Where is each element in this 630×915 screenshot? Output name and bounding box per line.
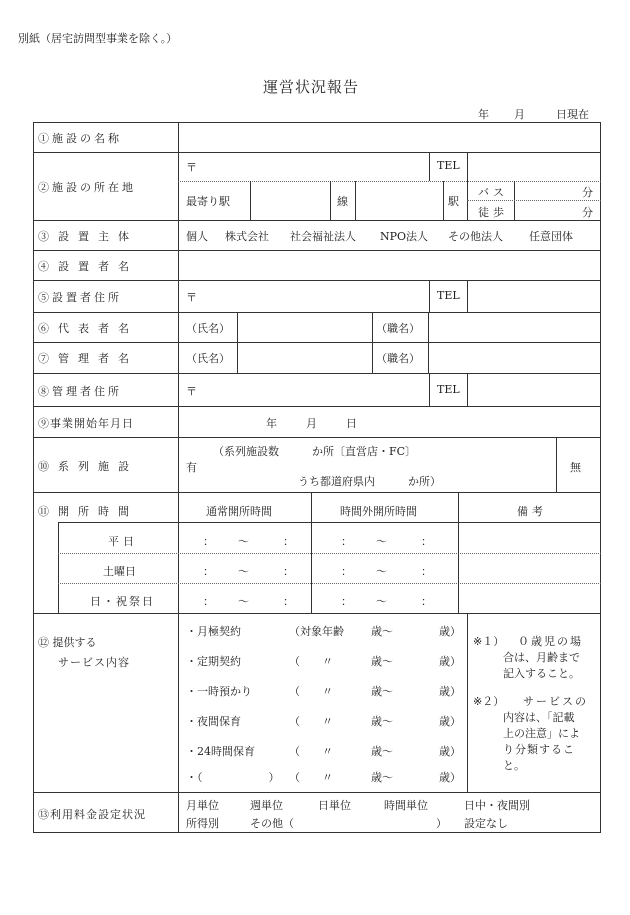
affiliated-in-pref-line: うち都道府県内 か所）: [298, 475, 441, 488]
note2-line3: 上の注意」によ: [503, 727, 580, 740]
nearest-station-label: 最寄り駅: [186, 195, 230, 208]
service-24h-from: 歳〜: [371, 745, 393, 758]
facility-tel-field[interactable]: [469, 154, 599, 179]
time-tilde: 〜: [376, 565, 387, 578]
start-day-label: 日: [346, 417, 357, 430]
note2-line5: と。: [503, 759, 525, 772]
bus-minutes-unit: 分: [582, 186, 593, 199]
time-sep: ：: [203, 535, 214, 548]
tel-label: TEL: [437, 159, 460, 172]
affiliated-count-line: （系列施設数 か所〔直営店・FC〕: [213, 445, 417, 458]
service-regular: ・定期契約: [186, 655, 241, 668]
service-monthly-from: 歳〜: [371, 625, 393, 638]
walk-minutes-unit: 分: [582, 206, 593, 219]
service-monthly: ・月極契約: [186, 625, 241, 638]
founder-name-field[interactable]: [180, 252, 599, 278]
time-sep: ：: [283, 535, 294, 548]
mgr-tel-field[interactable]: [469, 375, 599, 404]
fee-income[interactable]: 所得別: [186, 817, 219, 830]
service-other: ・（ ）: [186, 771, 280, 784]
time-tilde: 〜: [376, 595, 387, 608]
service-temporary-to: 歳）: [439, 685, 461, 698]
time-tilde: 〜: [238, 595, 249, 608]
affiliated-yes[interactable]: 有: [186, 461, 197, 474]
time-sep: ：: [421, 535, 432, 548]
time-sep: ：: [283, 595, 294, 608]
note1-line2: 合は、月齢まで: [503, 651, 580, 664]
body-option-corporation[interactable]: 株式会社: [225, 230, 269, 243]
time-tilde: 〜: [238, 565, 249, 578]
mgr-name-field[interactable]: [239, 344, 370, 371]
time-tilde: 〜: [238, 535, 249, 548]
founder-postal-mark: 〒: [186, 291, 197, 304]
service-monthly-target: （対象年齢: [289, 625, 344, 638]
note2-line1: サービスの: [523, 695, 588, 708]
service-24h: ・24時間保育: [186, 745, 255, 758]
fee-daily[interactable]: 日単位: [318, 799, 351, 812]
fee-monthly[interactable]: 月単位: [186, 799, 219, 812]
label-representative: ⑥代表者名: [38, 322, 138, 335]
service-24h-to: 歳）: [439, 745, 461, 758]
note2-mark: ※２）: [473, 695, 505, 708]
mgr-tel-label: TEL: [437, 383, 460, 396]
label-affiliated: ⑩系列施設: [38, 460, 138, 473]
col-regular-hours: 通常開所時間: [206, 505, 272, 518]
postal-mark: 〒: [186, 161, 197, 174]
fee-hourly[interactable]: 時間単位: [384, 799, 428, 812]
mgr-title-field[interactable]: [430, 344, 599, 371]
service-night-target: （ 〃: [289, 715, 333, 728]
start-year-label: 年: [266, 417, 277, 430]
note1-line3: 記入すること。: [503, 667, 580, 680]
rep-title-label: （職名）: [376, 322, 420, 335]
body-option-npo[interactable]: NPO法人: [380, 230, 429, 243]
mgr-address-field[interactable]: [200, 375, 426, 404]
time-tilde: 〜: [376, 535, 387, 548]
service-other-target: （ 〃: [289, 771, 333, 784]
walk-label: 徒歩: [478, 206, 508, 219]
attachment-note: 別紙（居宅訪問型事業を除く。）: [18, 32, 178, 45]
date-day: 日現在: [556, 108, 589, 121]
label-establishing-body: ③設置主体: [38, 230, 138, 243]
station-label: 駅: [448, 195, 459, 208]
bus-label: バス: [478, 186, 508, 199]
service-monthly-to: 歳）: [439, 625, 461, 638]
service-24h-target: （ 〃: [289, 745, 333, 758]
fee-day-night[interactable]: 日中・夜間別: [464, 799, 530, 812]
note1-mark: ※１）: [473, 635, 505, 648]
label-founder-name: ④設置者名: [38, 260, 138, 273]
page-title: 運営状況報告: [263, 78, 360, 96]
service-regular-from: 歳〜: [371, 655, 393, 668]
service-temporary-from: 歳〜: [371, 685, 393, 698]
fee-other-close: ）: [436, 817, 447, 830]
body-option-other-corp[interactable]: その他法人: [448, 230, 503, 243]
fee-none[interactable]: 設定なし: [464, 817, 508, 830]
time-sep: ：: [203, 595, 214, 608]
service-night: ・夜間保育: [186, 715, 241, 728]
rep-name-field[interactable]: [239, 314, 370, 340]
start-month-label: 月: [306, 417, 317, 430]
date-year: 年: [478, 108, 489, 121]
time-sep: ：: [283, 565, 294, 578]
fee-other-open[interactable]: その他（: [250, 817, 294, 830]
rep-name-label: （氏名）: [186, 322, 230, 335]
service-night-from: 歳〜: [371, 715, 393, 728]
rep-title-field[interactable]: [430, 314, 599, 340]
service-regular-to: 歳）: [439, 655, 461, 668]
service-other-to: 歳）: [439, 771, 461, 784]
body-option-social-welfare[interactable]: 社会福祉法人: [290, 230, 356, 243]
col-remarks: 備考: [517, 505, 547, 518]
label-services-2: サービス内容: [58, 656, 130, 669]
time-sep: ：: [421, 595, 432, 608]
label-start-date: ⑨事業開始年月日: [38, 417, 134, 430]
founder-tel-field[interactable]: [469, 282, 599, 310]
service-night-to: 歳）: [439, 715, 461, 728]
facility-address-field[interactable]: [200, 154, 426, 179]
time-sep: ：: [203, 565, 214, 578]
label-founder-address: ⑤設置者住所: [38, 291, 122, 304]
day-saturday: 土曜日: [103, 565, 136, 578]
service-temporary-target: （ 〃: [289, 685, 333, 698]
time-sep: ：: [341, 565, 352, 578]
label-fee-setting: ⑬利用料金設定状況: [38, 808, 146, 821]
mgr-title-label: （職名）: [376, 352, 420, 365]
time-sep: ：: [341, 595, 352, 608]
label-facility-address: ②施設の所在地: [38, 181, 136, 194]
service-other-from: 歳〜: [371, 771, 393, 784]
service-temporary: ・一時預かり: [186, 685, 252, 698]
note1-line1: ０歳児の場: [518, 635, 583, 648]
founder-tel-label: TEL: [437, 289, 460, 302]
service-regular-target: （ 〃: [289, 655, 333, 668]
col-extra-hours: 時間外開所時間: [340, 505, 417, 518]
body-option-individual[interactable]: 個人: [186, 230, 208, 243]
founder-address-field[interactable]: [200, 282, 426, 310]
date-month: 月: [514, 108, 525, 121]
mgr-postal-mark: 〒: [186, 385, 197, 398]
day-holiday: 日・祝祭日: [90, 595, 155, 608]
label-services-1: ⑫ 提供する: [38, 636, 97, 649]
label-manager: ⑦管理者名: [38, 352, 138, 365]
fee-weekly[interactable]: 週単位: [250, 799, 283, 812]
note2-line2: 内容は、「記載: [503, 711, 575, 724]
mgr-name-label: （氏名）: [186, 352, 230, 365]
facility-name-field[interactable]: [180, 124, 599, 150]
day-weekday: 平日: [108, 535, 138, 548]
label-manager-address: ⑧管理者住所: [38, 385, 122, 398]
time-sep: ：: [341, 535, 352, 548]
affiliated-no[interactable]: 無: [570, 461, 581, 474]
label-facility-name: ①施設の名称: [38, 132, 122, 145]
note2-line4: り分類するこ: [503, 743, 575, 756]
label-opening-hours: ⑪開所時間: [38, 505, 138, 518]
time-sep: ：: [421, 565, 432, 578]
line-label: 線: [337, 195, 348, 208]
body-option-voluntary[interactable]: 任意団体: [529, 230, 573, 243]
